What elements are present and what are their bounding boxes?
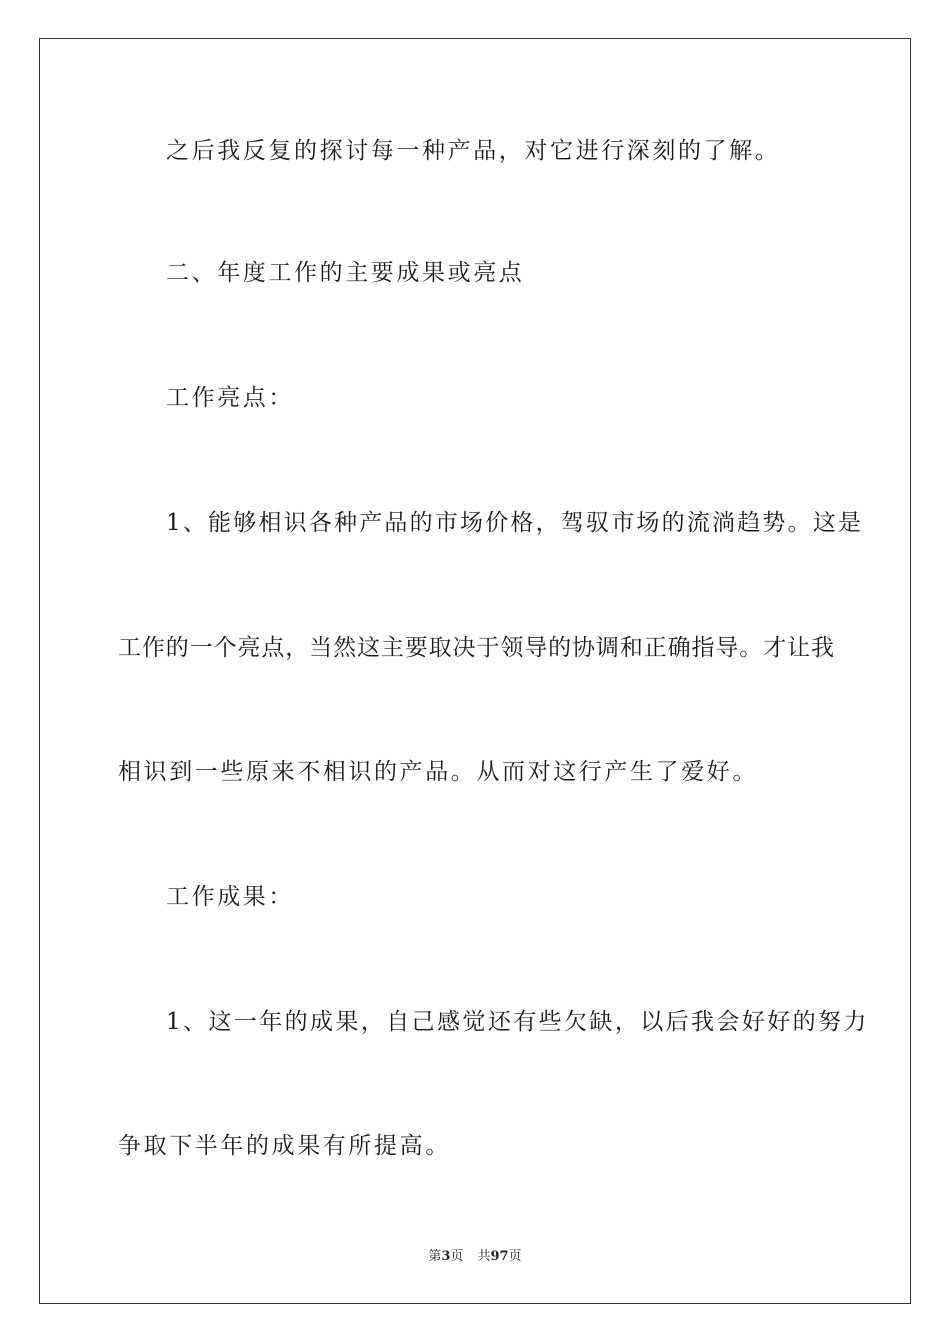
footer-page-prefix: 第: [428, 1249, 442, 1264]
footer-page-suffix: 页: [450, 1249, 464, 1264]
footer-page-number: 3: [441, 1249, 451, 1264]
page-footer: [0, 1248, 950, 1266]
paragraph-result-1-line-1: 1、这一年的成果，自己感觉还有些欠缺，以后我会好好的努力: [166, 1009, 869, 1035]
page-border: [39, 38, 911, 1304]
footer-total-suffix: 页: [508, 1249, 522, 1264]
paragraph-highlight-1-line-3: 相识到一些原来不相识的产品。从而对这行产生了爱好。: [118, 759, 758, 785]
section-heading-achievements: 二、年度工作的主要成果或亮点: [166, 260, 525, 286]
subheading-highlights: 工作亮点：: [166, 385, 294, 411]
paragraph-product-study: 之后我反复的探讨每一种产品，对它进行深刻的了解。: [166, 138, 781, 164]
paragraph-highlight-1-line-2: 工作的一个亮点，当然这主要取决于领导的协调和正确指导。才让我: [118, 635, 834, 661]
paragraph-result-1-line-2: 争取下半年的成果有所提高。: [118, 1133, 451, 1159]
footer-total-prefix: 共: [477, 1249, 491, 1264]
footer-total-pages: 97: [490, 1249, 509, 1264]
subheading-results: 工作成果：: [166, 884, 294, 910]
paragraph-highlight-1-line-1: 1、能够相识各种产品的市场价格，驾驭市场的流淌趋势。这是: [166, 510, 864, 536]
